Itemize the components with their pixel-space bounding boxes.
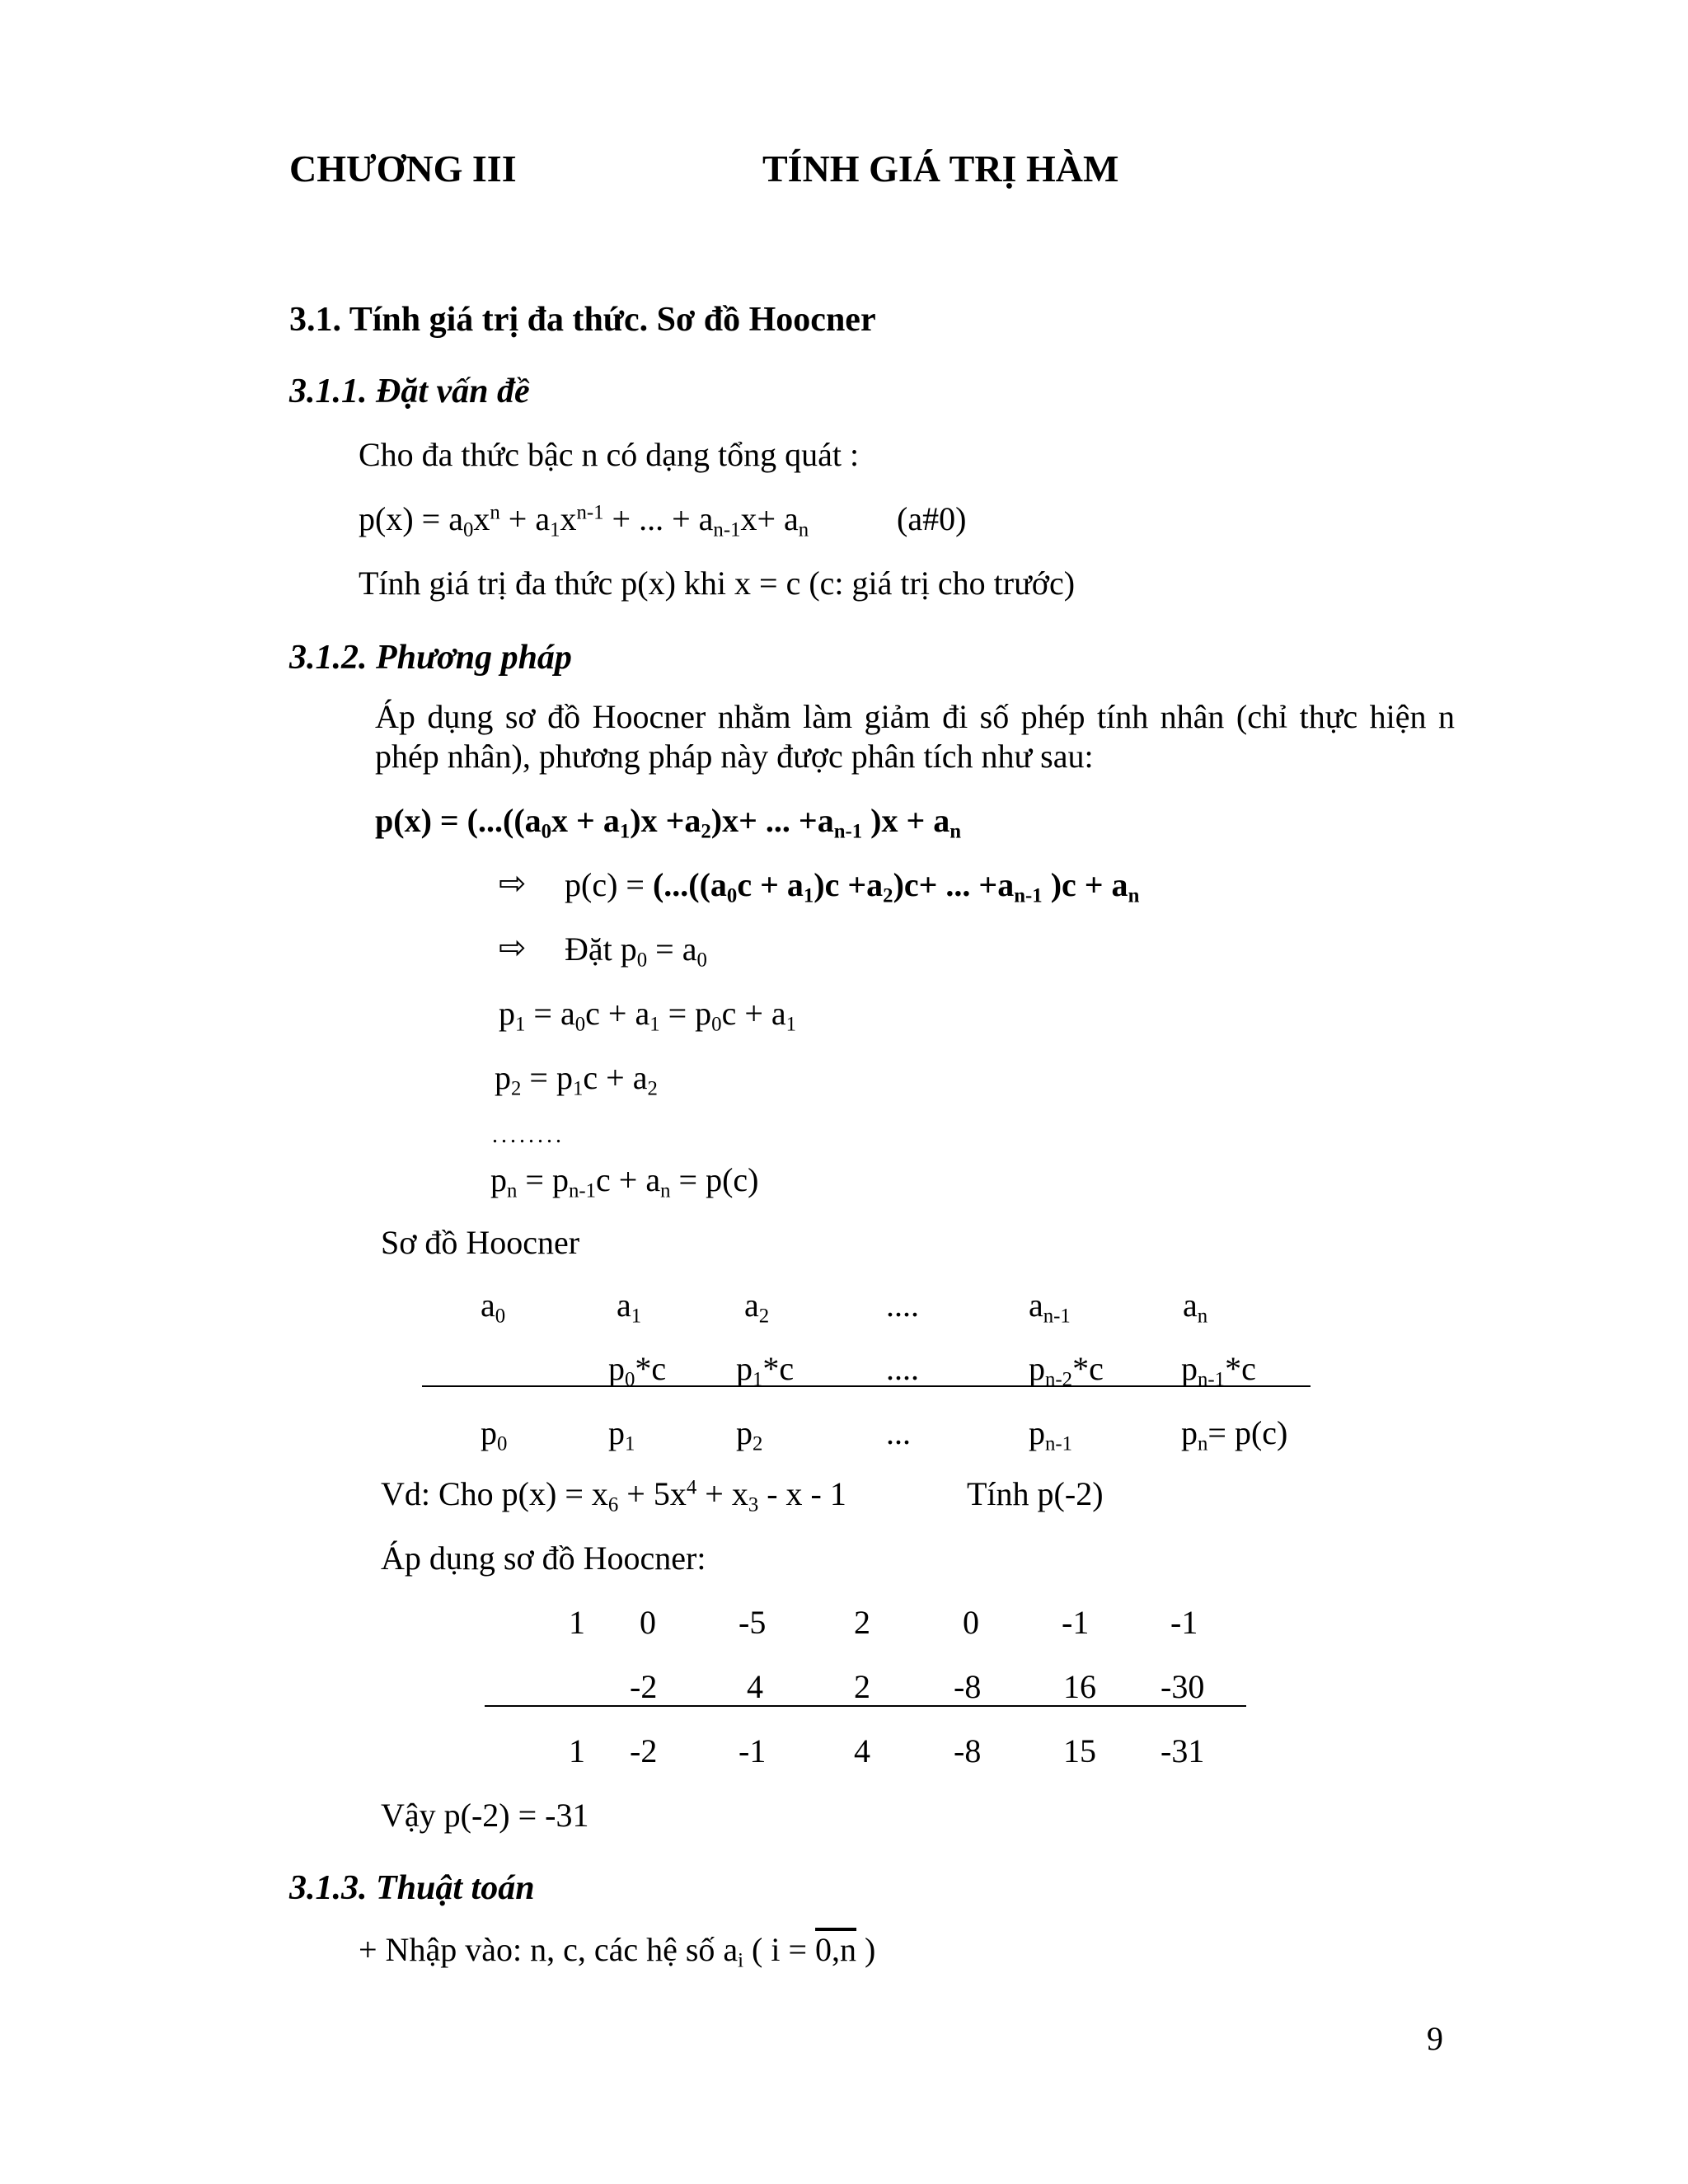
apply-label: Áp dụng sơ đồ Hoocner: [381,1540,706,1577]
example-cell: -2 [630,1668,658,1705]
chapter-title: TÍNH GIÁ TRỊ HÀM [762,148,1119,190]
example-cell: -31 [1160,1732,1205,1769]
example-cell: 0 [640,1604,656,1641]
scheme-cell: ... [886,1414,911,1451]
scheme-cell: $p_{n-2}*c$ [1029,1350,1104,1391]
define-pn: $p_n = p_{n-1}c + a_n = p(c)$ [490,1161,759,1202]
example-cell: 1 [569,1732,585,1769]
example-cell: 2 [854,1604,870,1641]
example-cell: 1 [569,1604,585,1641]
example-cell: 0 [963,1604,979,1641]
example-cell: -8 [954,1732,982,1769]
ellipsis-dots: ........ [492,1122,565,1148]
scheme-cell: $p_2$ [736,1414,763,1455]
page-number: 9 [1427,2020,1443,2057]
method-paragraph: Áp dụng sơ đồ Hoocner nhằm làm giảm đi số phép tính nhân (chỉ thực hiện n phép nhân), phương pháp này được phân tích như sau: [375,698,1455,775]
example-task: Tính p(-2) [967,1475,1104,1512]
define-p1: $p_1 = a_0c + a_1 = p_0c + a_1$ [499,995,797,1036]
example-cell: -30 [1160,1668,1205,1705]
algorithm-input: + Nhập vào: n, c, các hệ số $a_i$ ( i = 0,n ) [359,1931,876,1972]
example-divider [485,1705,1246,1707]
example-cell: -1 [738,1732,767,1769]
subsection-title-3-1-1: 3.1.1. Đặt vấn đề [289,373,530,410]
scheme-label: Sơ đồ Hoocner [381,1224,580,1261]
example-cell: 15 [1063,1732,1096,1769]
polynomial-formula: $p(x) = a_0x^n + a_1x^{n-1}$ + ... + $a_{n-1}x+ a_n$ [359,500,809,541]
scheme-cell: $p_{n-1}*c$ [1181,1350,1256,1391]
example-conclusion: Vậy p(-2) = -31 [381,1797,589,1834]
scheme-cell: .... [886,1286,919,1324]
example-cell: 4 [747,1668,763,1705]
horner-expansion-pc: $p(c) = (...((a_0c + a_1)c +a_2)c+$ ... $+a_{n-1}$ )$c + a_n$ [565,866,1140,907]
right-arrow-outline-icon: ⇨ [499,865,527,902]
scheme-cell: $a_0$ [481,1286,506,1328]
scheme-cell: $a_n$ [1183,1286,1208,1328]
scheme-cell: $p_1*c$ [736,1350,795,1391]
scheme-divider [422,1385,1311,1387]
example-cell: -1 [1170,1604,1198,1641]
scheme-cell: $a_1$ [617,1286,642,1328]
section-title-3-1: 3.1. Tính giá trị đa thức. Sơ đồ Hoocner [289,301,876,339]
example-cell: 16 [1063,1668,1096,1705]
scheme-cell: .... [886,1350,919,1387]
chapter-label: CHƯƠNG III [289,148,517,190]
intro-text: Cho đa thức bậc n có dạng tổng quát : [359,436,860,473]
example-cell: -5 [738,1604,767,1641]
scheme-cell: $p_n= p(c)$ [1181,1414,1288,1455]
formula-condition: (a#0) [897,500,967,537]
example-cell: -8 [954,1668,982,1705]
subsection-title-3-1-3: 3.1.3. Thuật toán [289,1869,535,1907]
horner-expansion-px: $p(x) = (...((a_0x + a_1)x +a_2)x+$ ... $+a_{n-1}$ )$x + a_n$ [375,802,962,843]
example-cell: -1 [1062,1604,1090,1641]
example-cell: 2 [854,1668,870,1705]
task-text: Tính giá trị đa thức p(x) khi x = c (c: giá trị cho trước) [359,565,1076,602]
example-cell: 4 [854,1732,870,1769]
scheme-cell: $p_0*c$ [608,1350,667,1391]
example-cell: -2 [630,1732,658,1769]
example-statement: Vd: Cho $p(x) = x_6 + 5x^4 + x_3 - x - 1$ [381,1475,846,1516]
scheme-cell: $a_2$ [744,1286,770,1328]
scheme-cell: $a_{n-1}$ [1029,1286,1071,1328]
scheme-cell: $p_0$ [481,1414,508,1455]
subsection-title-3-1-2: 3.1.2. Phương pháp [289,639,572,677]
right-arrow-outline-icon: ⇨ [499,929,527,967]
scheme-cell: $p_{n-1}$ [1029,1414,1073,1455]
scheme-cell: $p_1$ [608,1414,635,1455]
define-p2: $p_2 = p_1c + a_2$ [495,1059,658,1100]
define-p0: Đặt $p_0 = a_0$ [565,930,707,972]
